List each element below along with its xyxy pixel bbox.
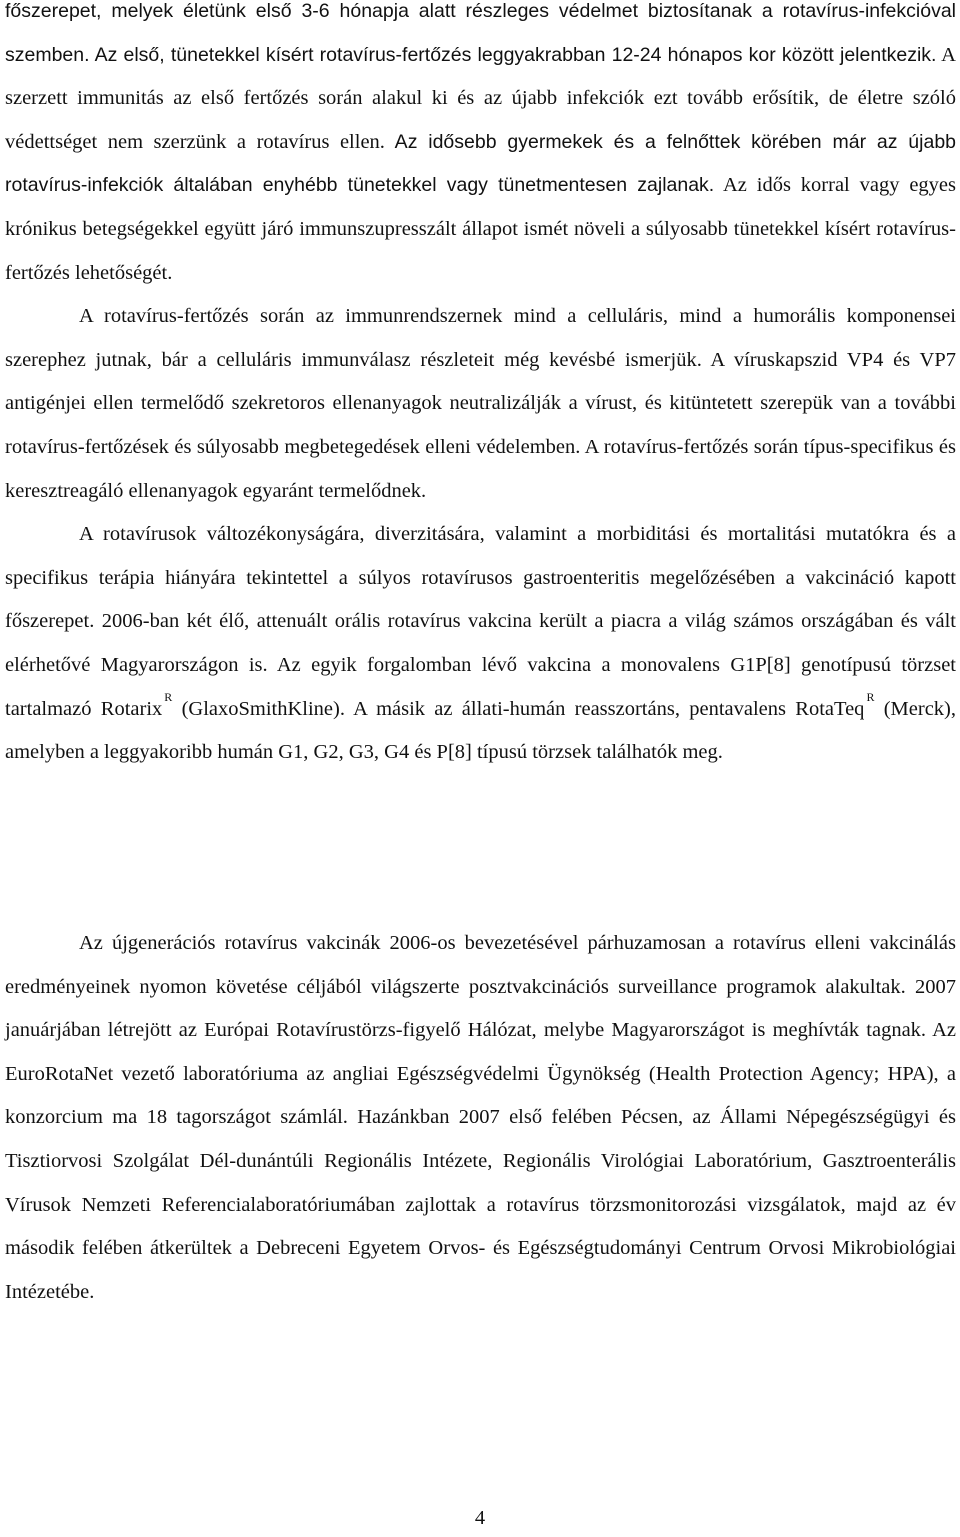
- paragraph-segment: (GlaxoSmithKline). A másik az állati-humán reasszortáns, pentavalens RotaTeq: [172, 697, 865, 720]
- paragraph-segment: Az idős korral vagy egyes krónikus betegségekkel együtt járó immunszupresszált állapot ismét növeli a súlyosabb tünetekkel kísért rotavírus-fertőzés lehetőségét.: [5, 174, 957, 284]
- paragraph-immune-response: A rotavírus-fertőzés során az immunrendszernek mind a celluláris, mind a humorális komponensei szerephez jutnak, bár a celluláris immunválasz részleteit még kevésbé ismerjük. A víruskapszid VP4 és VP7 antigénjei ellen termelődő szekretoros ellenanyagok neutralizálják a vírust, és kitüntetett szerepük van a további rotavírus-fertőzések és súlyosabb megbetegedések elleni védelemben. A rotavírus-fertőzés során típus-specifikus és keresztreagáló ellenanyagok egyaránt termelődnek.: [5, 305, 956, 502]
- text-block-upper: [5, 0, 956, 775]
- paragraph-vaccination: [5, 513, 956, 775]
- paragraph-segment: A rotavírusok változékonyságára, diverzitására, valamint a morbiditási és mortalitási mutatókra és a specifikus terápia hiányára tekintettel a súlyos rotavírusos gastroenteritis megelőzésében a vakcináció kapott főszerepet. 2006-ban két élő, attenuált orális rotavírus vakcina került a piacra a világ számos országában és vált elérhetővé Magyarországon is. Az egyik forgalomban lévő vakcina a monovalens G1P[8] genotípusú törzset tartalmazó Rotarix: [5, 523, 956, 720]
- text-block-lower: [5, 922, 956, 1314]
- paragraph-immunity: [5, 0, 956, 295]
- paragraph-segment: (Merck), amelyben a leggyakoribb humán G1, G2, G3, G4 és P[8] típusú törzsek találhatók meg.: [5, 697, 957, 764]
- registered-mark: R: [866, 689, 875, 704]
- registered-mark: R: [164, 689, 173, 704]
- paragraph-surveillance: Az újgenerációs rotavírus vakcinák 2006-os bevezetésével párhuzamosan a rotavírus elleni vakcinálás eredményeinek nyomon követése céljából világszerte posztvakcinációs surveillance programok alakultak. 2007 januárjában létrejött az Európai Rotavírustörzs-figyelő Hálózat, melybe Magyarországot is meghívták tagnak. Az EuroRotaNet vezető laboratóriuma az angliai Egészségvédelmi Ügynökség (Health Protection Agency; HPA), a konzorcium ma 18 tagországot számlál. Hazánkban 2007 első felében Pécsen, az Állami Népegészségügyi és Tisztiorvosi Szolgálat Dél-dunántúli Regionális Intézete, Regionális Virológiai Laboratórium, Gasztroenterális Vírusok Nemzeti Referencialaboratóriumában zajlottak a rotavírus törzsmonitorozási vizsgálatok, majd az év második felében átkerültek a Debreceni Egyetem Orvos- és Egészségtudományi Centrum Orvosi Mikrobiológiai Intézetébe.: [5, 932, 956, 1303]
- paragraph-segment: Az idősebb gyermekek és a felnőttek körében már az újabb rotavírus-infekciók általában enyhébb tünetekkel vagy tünetmentesen zajlanak.: [5, 130, 957, 197]
- paragraph-segment: főszerepet, melyek életünk első 3-6 hónapja alatt részleges védelmet biztosítanak a rotavírus-infekcióval szemben. Az első, tünetekkel kísért rotavírus-fertőzés leggyakrabban 12-24 hónapos kor között jelentkezik.: [5, 0, 956, 66]
- paragraph-segment: A szerzett immunitás az első fertőzés során alakul ki és az újabb infekciók ezt tovább erősítik, de életre szóló védettséget nem szerzünk a rotavírus ellen.: [5, 43, 956, 153]
- page-number: 4: [474, 1507, 486, 1529]
